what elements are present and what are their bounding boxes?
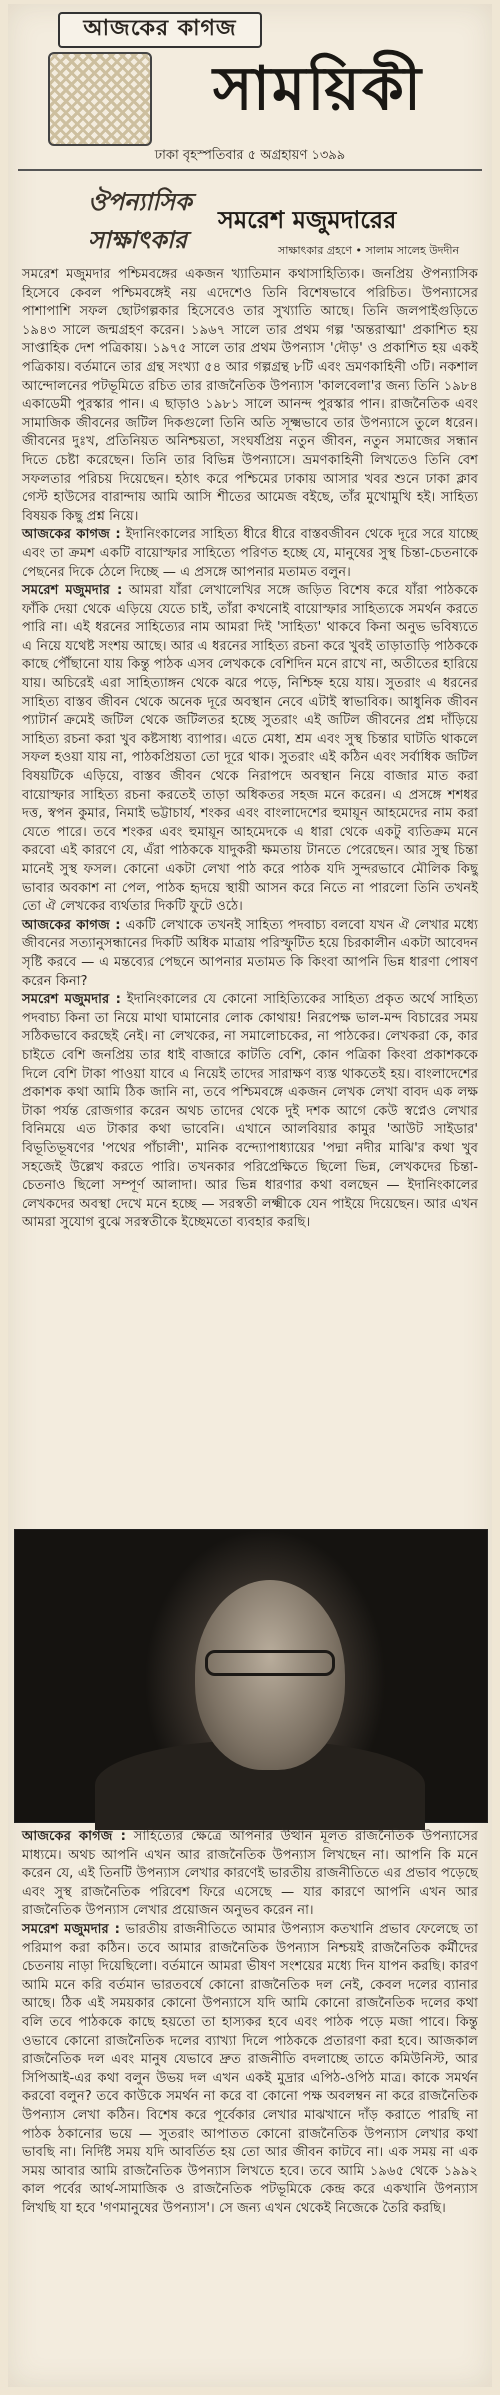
- article-body-continued: [22, 1828, 478, 2218]
- interviewer-credit: সাক্ষাৎকার গ্রহণে • সালাম সালেহ উদদীন: [278, 244, 460, 257]
- divider: [18, 169, 482, 171]
- newspaper-page: [8, 4, 492, 2387]
- speaker-label: আজকের কাগজ :: [22, 1829, 126, 1844]
- headline-kicker: ঔপন্যাসিক: [88, 188, 192, 216]
- qa-block: [22, 917, 478, 991]
- qa-text: ইদানিংকালের সাহিত্য ধীরে ধীরে বাস্তবজীবন থেকে দূরে সরে যাচ্ছে এবং তা ক্রমশ একটি বায়োস্ফার সাহিত্যে পরিণত হচ্ছে যে, মানুষের সুস্থ চিন্তা-চেতনাকে পেছনের দিকে ঠেলে দিচ্ছে — এ প্রসঙ্গে আপনার মতামত বলুন।: [22, 527, 478, 580]
- qa-block: [22, 1921, 478, 2219]
- ornament-motif: [48, 52, 152, 146]
- qa-text: সাহিত্যের ক্ষেত্রে আপনার উত্থান মূলত রাজনৈতিক উপন্যাসের মাধ্যমে। অথচ আপনি এখন আর রাজনৈতিক উপন্যাস লিখছেন না। আপনি কি মনে করেন যে, এই তিনটি উপন্যাস লেখার কারণেই ভারতীয় রাজনীতিতে এর প্রভাব পড়েছে এবং সুস্থ রাজনৈতিক পরিবেশ ফিরে এসেছে — যার কারণে আপনি এখন আর রাজনৈতিক উপন্যাস লেখার প্রয়োজন অনুভব করেন না।: [22, 1829, 478, 1919]
- date-line: ঢাকা বৃহস্পতিবার ৫ অগ্রহায়ণ ১৩৯৯: [154, 148, 346, 163]
- qa-block: [22, 991, 478, 1233]
- section-title: সাময়িকী: [212, 54, 423, 124]
- speaker-label: সমরেশ মজুমদার :: [22, 992, 121, 1008]
- qa-text: একটি লেখাকে তখনই সাহিত্য পদবাচ্য বলবো যখন ঐ লেখার মধ্যে জীবনের সত্যানুসন্ধানের দিকটি অধিক মাত্রায় পরিস্ফুটিত হয়ে চিরকালীন একটা আবেদন সৃষ্টি করবে — এ মন্তব্যের পেছনে আপনার মতামত কি কিংবা আপনি ভিন্ন ধারণা পোষণ করেন কিনা?: [22, 917, 478, 989]
- article-body: [22, 266, 478, 1233]
- headline-interview-tag: সাক্ষাৎকার: [88, 226, 187, 254]
- qa-text: আমরা যাঁরা লেখালেখির সঙ্গে জড়িত বিশেষ করে যাঁরা পাঠককে ফাঁকি দেয়া থেকে এড়িয়ে যেতে চাই, তাঁরা কখনোই বায়োস্ফার সাহিত্যকে সমর্থন করতে পারি না। এই ধরনের সাহিত্যের নাম আমরা দিই 'সাহিত্য' থাকবে কিনা অনুভ ভবিষ্যতে এ নিয়ে যথেষ্ট সংশয় আছে। আর এ ধরনের সাহিত্য রচনা করে খুবই তাড়াতাড়ি পাঠককে কাছে পৌঁছানো যায় কিন্তু পাঠক এসব লেখককে বেশিদিন মনে রাখে না, অতীতের হারিয়ে যায়। অচিরেই এরা সাহিত্যাঙ্গন থেকে ঝরে পড়ে, নিশ্চিহ্ন হয়ে যায়। সুতরাং এ ধরনের সাহিত্য বাস্তব জীবন থেকে অনেক দূরে অবস্থান নেবে এটাই স্বাভাবিক। আধুনিক জীবন প্যাটার্ন ক্রমেই জটিল থেকে জটিলতর হচ্ছে সুতরাং এই জটিল জীবনের প্রশ্ন দাঁড়িয়ে সাহিত্য রচনা করা খুব কষ্টসাধ্য ব্যাপার। এতে মেধা, শ্রম এবং সুস্থ চিন্তার ঘাটতি থাকলে সফল হওয়া যায় না, পাঠকপ্রিয়তা তো দূরে থাক। সুতরাং এই কঠিন এবং সর্বাধিক জটিল বিষয়টিকে এড়িয়ে, বাস্তব জীবন থেকে নিরাপদে অবস্থান নিয়ে বাজার মাত করা বায়োস্ফার সাহিত্য রচনা করতেই তাড়া অধিকতর সহজ মনে করেন। এ প্রসঙ্গে শশধর দত্ত, স্বপন কুমার, নিমাই ভট্টাচার্য, শংকর এবং বাংলাদেশের হুমায়ূন আহমেদের নাম করা যেতে পারে। তবে শংকর এবং হুমায়ূন আহমেদকে এ ধারা থেকে একটু ব্যতিক্রম মনে করবো এই কারণে যে, এঁরা পাঠককে যাদুকরী ক্ষমতায় টানতে পেরেছেন। আর সুস্থ চিন্তা মানেই সুস্থ ফসল। কোনো একটা লেখা পাঠ করে পাঠক যদি সুন্দরভাবে মৌলিক কিছু ভাবার অবকাশ না পেল, পাঠক হৃদয়ে স্থায়ী আসন করে নিতে না পারলো তিনি তখনই তো ঐ লেখকের ব্যর্থতার দিকটি ফুটে ওঠে।: [22, 583, 478, 915]
- qa-block: [22, 582, 478, 917]
- qa-text: ভারতীয় রাজনীতিতে আমার উপন্যাস কতখানি প্রভাব ফেলেছে তা পরিমাপ করা কঠিন। তবে আমার রাজনৈতিক উপন্যাস নিশ্চয়ই রাজনৈতিক কর্মীদের চেতনায় নাড়া দিয়েছিলো। বর্তমানে আমরা ভীষণ সংশয়ের মধ্যে দিন যাপন করছি। কারণ আমি মনে করি বর্তমান ভারতবর্ষে কোনো রাজনৈতিক দল নেই, কেবল দলের ব্যানার আছে। ঠিক এই সময়কার কোনো উপন্যাসে যদি আমি কোনো রাজনৈতিক দলের কথা বলি তবে পাঠককে কাছে হয়তো তা হাস্যকর হবে এবং পাঠক পড়ে মজা পাবে। কিন্তু ওভাবে কোনো রাজনৈতিক দলের ব্যাখ্যা দিলে পাঠককে প্রতারণা করা হবে। আজকাল রাজনৈতিক দল এবং মানুষ যেভাবে দ্রুত রাজনীতি বদলাচ্ছে তাতে কমিউনিস্ট, আর সিপিআই-এর কথা বলুন উভয় দল এখন একই মুদ্রার এপিঠ-ওপিঠ মাত্র। কাকে সমর্থন করবো বলুন? তবে কাউকে সমর্থন না করে বা কোনো পক্ষ অবলম্বন না করে রাজনৈতিক উপন্যাস লেখা কঠিন। বিশেষ করে পূর্বেকার লেখার মাঝখানে দাঁড় করাতে পারছি না পাঠক ঠকানোর ভয়ে — সুতরাং আপাতত কোনো রাজনৈতিক উপন্যাস লেখার কথা ভাবছি না। নির্দিষ্ট সময় যদি আবর্তিত হয় তো আর জীবন কাটবে না। এক সময় না এক সময় আবার আমি রাজনৈতিক উপন্যাস লিখতে হবে। তবে আমি ১৯৬৫ থেকে ১৯৯২ কাল পর্বের আর্থ-সামাজিক ও রাজনৈতিক পটভূমিকে কেন্দ্র করে একখানি উপন্যাস লিখছি যা হবে 'গণমানুষের উপন্যাস'। সে জন্য এখন থেকেই নিজেকে তৈরি করছি।: [22, 1921, 479, 2216]
- intro-paragraph: সমরেশ মজুমদার পশ্চিমবঙ্গের একজন খ্যাতিমান কথাসাহিত্যিক। জনপ্রিয় ঔপন্যাসিক হিসেবে কেবল পশ্চিমবঙ্গেই নয় এদেশেও তিনি বিশেষভাবে পরিচিত। উপন্যাসের পাশাপাশি সফল ছোটগল্পকার হিসেবেও তার সুখ্যাতি আছে। তিনি জলপাইগুড়িতে ১৯৪৩ সালে জন্মগ্রহণ করেন। ১৯৬৭ সালে তার প্রথম গল্প 'অন্তরাত্মা' প্রকাশিত হয় সাপ্তাহিক দেশ পত্রিকায়। ১৯৭৫ সালে তার প্রথম উপন্যাস 'দৌড়' ও প্রকাশিত হয় একই পত্রিকায়। বর্তমানে তার গ্রন্থ সংখ্যা ৫৪ আর গল্পগ্রন্থ ৮টি এবং ভ্রমণকাহিনী ৩টি। নকশাল আন্দোলনের পটভূমিতে রচিত তার রাজনৈতিক উপন্যাস 'কালবেলা'র জন্য তিনি ১৯৮৪ একাডেমী পুরস্কার পান। এ ছাড়াও ১৯৮১ সালে আনন্দ পুরস্কার পান। রাজনৈতিক এবং সামাজিক জীবনের জটিল দিকগুলো তিনি অতি সূক্ষ্মভাবে তার উপন্যাসে তুলে ধরেন। জীবনের দুঃখ, প্রতিনিয়ত অনিশ্চয়তা, সংঘর্ষপ্রিয় নতুন জীবন, নতুন সমাজের সন্ধান দিতে চেষ্টা করেছেন। তিনি তার বিভিন্ন উপন্যাসে। ভ্রমণকাহিনী লিখতেও তিনি বেশ সফলতার পরিচয় দিয়েছেন। হঠাৎ করে পশ্চিমের ঢাকায় আসার খবর শুনে ঢাকা ক্লাব গেস্ট হাউসের বারান্দায় আমি আসি শীতের আমেজ বইছে, তাঁর মুখোমুখি হই। সাহিত্য বিষয়ক কিছু প্রশ্ন নিয়ে।: [22, 267, 478, 524]
- qa-block: [22, 526, 478, 582]
- qa-text: ইদানিংকালের যে কোনো সাহিত্যিকের সাহিত্য প্রকৃত অর্থে সাহিত্য পদবাচ্য কিনা তা নিয়ে মাথা ঘামানোর লোক কোথায়! নিরপেক্ষ ভাল-মন্দ বিচারের সময় সঠিকভাবে করছেই নেই। না লেখকের, না সমালোচকের, না পাঠকের। লেখকরা কে, কার চাইতে বেশি জনপ্রিয় তার ধাই বাজারে কাটতি বেশি, কোন পত্রিকা কিংবা প্রকাশককে দিলে বেশি টাকা পাওয়া যাবে এ নিয়েই তাদের সারাক্ষণ ব্যস্ত থাকতেই হয়। বাংলাদেশের প্রকাশক কথা আমি ঠিক জানি না, তবে পশ্চিমবঙ্গে একজন লেখক লেখা বাবদ এক লক্ষ টাকা পর্যন্ত রোজগার করেন অথচ তাদের থেকে দুই দশক আগে কেউ স্বপ্নেও লেখার বিনিময়ে এত টাকার কথা ভাবেনি। এখানে আলবিয়ার কামুর 'আউট সাইডার' বিভূতিভূষণের 'পথের পাঁচালী', মানিক বন্দ্যোপাধ্যায়ের 'পদ্মা নদীর মাঝি'র কথা খুব সহজেই উল্লেখ করতে পারি। তখনকার পরিপ্রেক্ষিতে ছিলো ভিন্ন, লেখকদের চিন্তা-চেতনাও ছিলো সম্পূর্ণ আলাদা। আর ভিন্ন ধারণার কথা বলছেন — ইদানিংকালের লেখকদের অবস্থা দেখে মনে হচ্ছে — সরস্বতী লক্ষ্মীকে যেন পাইয়ে দিয়েছেন। আর এখন আমরা সুযোগ বুঝে সরস্বতীকে ইচ্ছেমতো ব্যবহার করছি।: [22, 992, 478, 1231]
- paper-name: আজকের কাগজ: [58, 12, 262, 48]
- headline-subject: সমরেশ মজুমদারের: [218, 206, 397, 234]
- author-photo: [14, 1529, 488, 1823]
- speaker-label: আজকের কাগজ :: [22, 917, 121, 933]
- photo-glasses: [205, 1650, 335, 1676]
- speaker-label: সমরেশ মজুমদার :: [22, 1921, 120, 1937]
- qa-block: [22, 1828, 478, 1921]
- masthead: [8, 4, 492, 144]
- speaker-label: সমরেশ মজুমদার :: [22, 583, 123, 599]
- speaker-label: আজকের কাগজ :: [22, 527, 121, 543]
